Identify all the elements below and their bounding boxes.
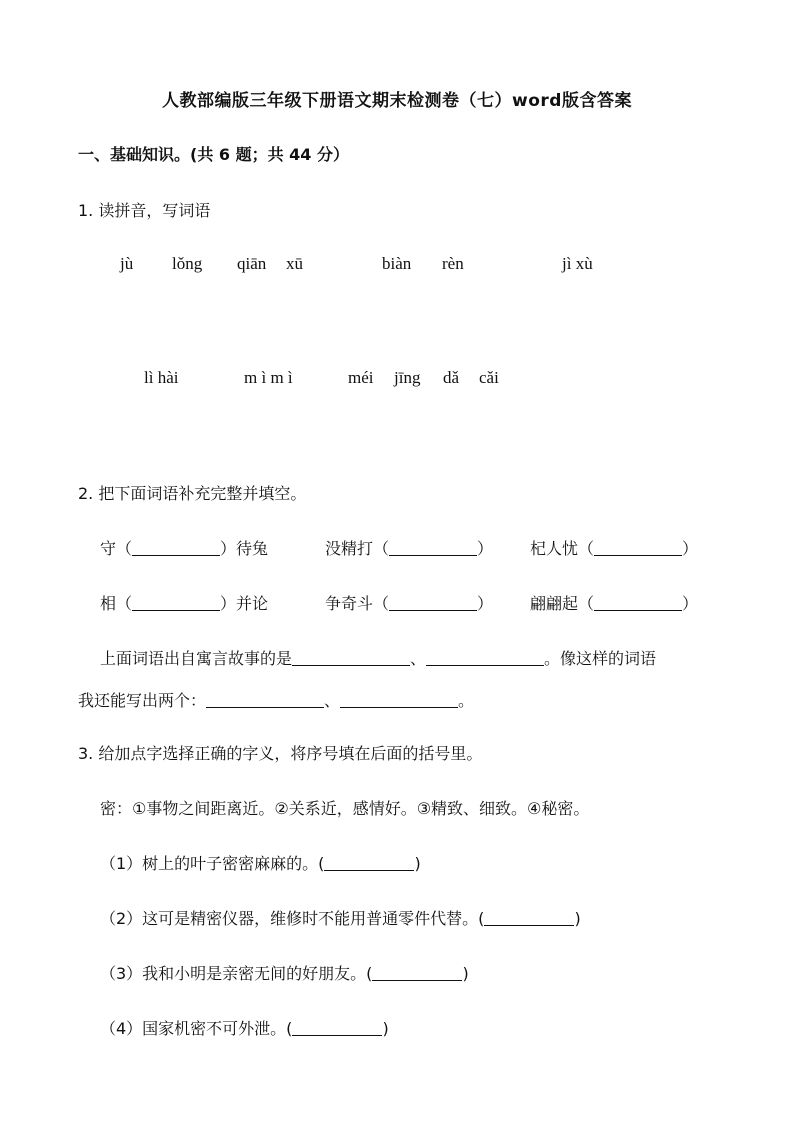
sub-question — [100, 851, 421, 874]
pinyin: xū — [286, 254, 303, 273]
character-meanings: 密：①事物之间距离近。②关系近，感情好。③精致、细致。④秘密。 — [100, 799, 590, 818]
bracket-close: ) — [382, 1019, 389, 1038]
idiom-prefix: 守（ — [100, 539, 133, 558]
bracket-close: ) — [574, 909, 581, 928]
sentence-text: 。像这样的词语 — [544, 649, 657, 668]
sub-question — [100, 961, 469, 984]
sentence-text: 。 — [458, 691, 475, 710]
sub-question-text: （3）我和小明是亲密无间的好朋友。( — [100, 964, 373, 983]
sub-question-text: （2）这可是精密仪器，维修时不能用普通零件代替。( — [100, 909, 485, 928]
answer-blank[interactable] — [372, 963, 462, 981]
bracket-close: ) — [462, 964, 469, 983]
answer-blank[interactable] — [132, 538, 220, 556]
section-heading: 一、基础知识。(共 6 题；共 44 分） — [78, 145, 349, 164]
document-title: 人教部编版三年级下册语文期末检测卷（七）word版含答案 — [162, 91, 632, 111]
fill-sentence-line-2 — [78, 688, 474, 711]
idiom-suffix: ） — [682, 539, 699, 558]
idiom-item — [530, 536, 698, 559]
pinyin: méi — [348, 368, 374, 387]
answer-blank[interactable] — [389, 593, 477, 611]
answer-blank[interactable] — [340, 690, 458, 708]
bracket-close: ) — [414, 854, 421, 873]
sentence-text: 上面词语出自寓言故事的是 — [100, 649, 293, 668]
idiom-item — [100, 591, 268, 614]
pinyin: biàn — [382, 254, 412, 273]
answer-blank[interactable] — [484, 908, 574, 926]
answer-blank[interactable] — [324, 853, 414, 871]
sub-question-text: （1）树上的叶子密密麻麻的。( — [100, 854, 325, 873]
answer-blank[interactable] — [594, 538, 682, 556]
idiom-suffix: ） — [477, 594, 494, 613]
idiom-prefix: 没精打（ — [325, 539, 390, 558]
sentence-text: 我还能写出两个： — [78, 691, 207, 710]
sub-question — [100, 906, 581, 929]
answer-blank[interactable] — [594, 593, 682, 611]
idiom-item — [325, 591, 493, 614]
answer-blank[interactable] — [132, 593, 220, 611]
separator: 、 — [324, 691, 341, 710]
sub-question — [100, 1016, 389, 1039]
sub-question-text: （4）国家机密不可外泄。( — [100, 1019, 293, 1038]
pinyin: dǎ — [443, 368, 460, 387]
pinyin: jì xù — [562, 254, 593, 273]
separator: 、 — [410, 649, 427, 668]
pinyin: jù — [120, 254, 134, 273]
idiom-suffix: ）并论 — [220, 594, 269, 613]
pinyin: qiān — [237, 254, 267, 273]
question-1-label: 1. 读拼音，写词语 — [78, 201, 211, 220]
pinyin: lǒng — [172, 254, 203, 273]
answer-blank[interactable] — [292, 1018, 382, 1036]
idiom-prefix: 杞人忧（ — [530, 539, 595, 558]
answer-blank[interactable] — [206, 690, 324, 708]
answer-blank[interactable] — [389, 538, 477, 556]
fill-sentence-line-1 — [100, 646, 656, 669]
idiom-suffix: ） — [477, 539, 494, 558]
idiom-prefix: 相（ — [100, 594, 133, 613]
pinyin: rèn — [442, 254, 464, 273]
idiom-item — [325, 536, 493, 559]
answer-blank[interactable] — [426, 648, 544, 666]
idiom-prefix: 翩翩起（ — [530, 594, 595, 613]
pinyin: lì hài — [144, 368, 179, 387]
pinyin: cǎi — [479, 368, 499, 387]
question-2-label: 2. 把下面词语补充完整并填空。 — [78, 484, 307, 503]
idiom-suffix: ） — [682, 594, 699, 613]
idiom-item — [530, 591, 698, 614]
answer-blank[interactable] — [292, 648, 410, 666]
idiom-item — [100, 536, 268, 559]
idiom-prefix: 争奇斗（ — [325, 594, 390, 613]
question-3-label: 3. 给加点字选择正确的字义，将序号填在后面的括号里。 — [78, 744, 483, 763]
pinyin: m ì m ì — [244, 368, 293, 387]
idiom-suffix: ）待兔 — [220, 539, 269, 558]
pinyin: jīng — [394, 368, 421, 387]
